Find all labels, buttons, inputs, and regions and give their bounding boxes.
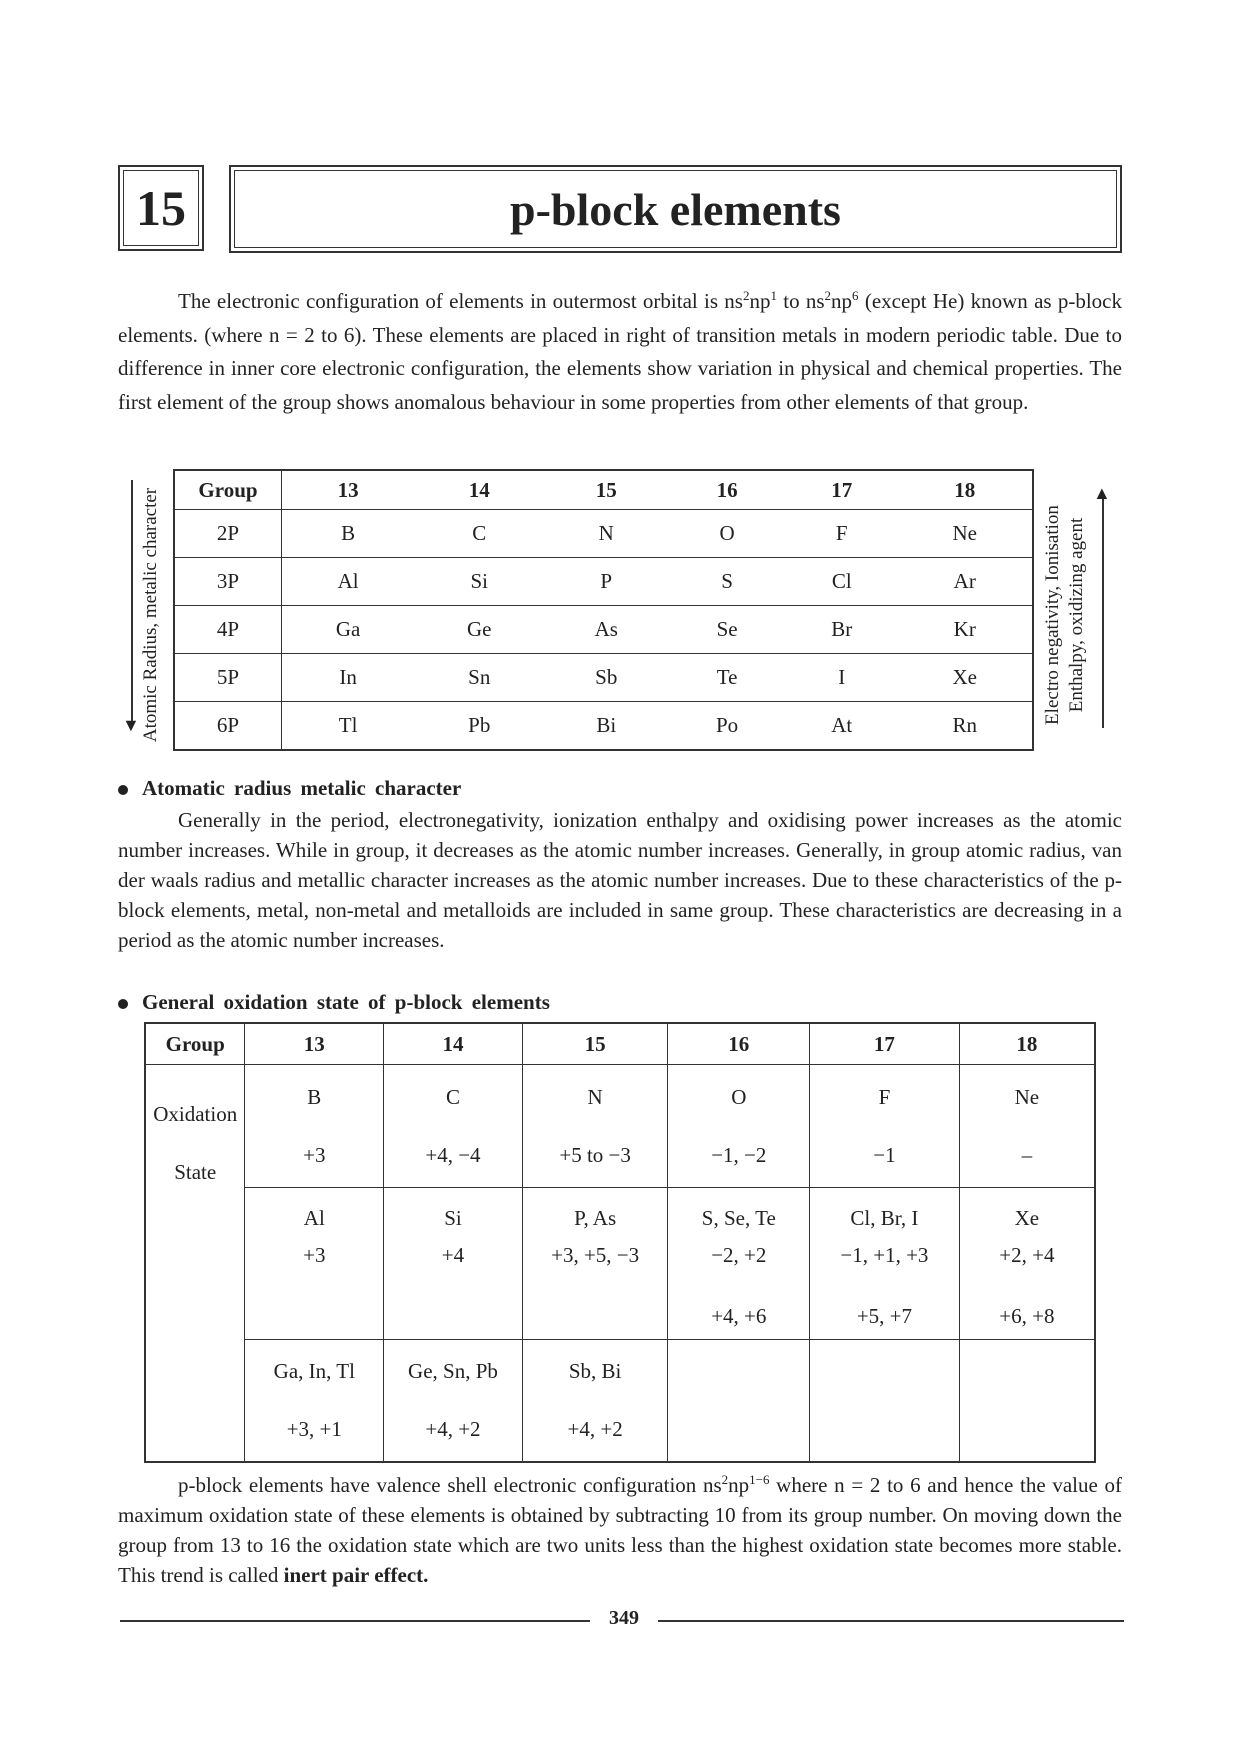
table-cell: Br: [786, 606, 897, 654]
table-cell: Sn: [414, 654, 544, 702]
table-cell: N: [544, 510, 668, 558]
table-cell: Cl, Br, I −1, +1, +3 +5, +7: [810, 1188, 960, 1340]
header-cell: 15: [522, 1023, 668, 1065]
table-cell: N +5 to −3: [522, 1065, 668, 1188]
table-cell: Si: [414, 558, 544, 606]
table-cell: Kr: [897, 606, 1033, 654]
oxidation-state-table: [144, 1022, 1096, 1463]
section-heading: General oxidation state of p-block elements: [118, 990, 550, 1015]
table-cell: O: [668, 510, 786, 558]
chapter-number: 15: [118, 165, 204, 251]
table-cell: Sb: [544, 654, 668, 702]
table-cell: B +3: [245, 1065, 384, 1188]
closing-paragraph: p-block elements have valence shell electronic configuration $ns^2np^{1-6}$ where n = 2 to 6 and hence the value of maximum oxidation state of these elements is obtained by subtracting 10 from its group number. On moving down the group from 13 to 16 the oxidation state which are two units less than the highest oxidation state becomes more stable. This trend is called inert pair effect.: [118, 1472, 1122, 1587]
table-cell: Al: [282, 558, 415, 606]
table-cell: Xe +2, +4 +6, +8: [959, 1188, 1095, 1340]
header-cell: 17: [786, 470, 897, 510]
table-cell: I: [786, 654, 897, 702]
bullet-icon: [118, 999, 128, 1009]
table-cell: In: [282, 654, 415, 702]
table-row: [174, 606, 1033, 654]
table-cell: F: [786, 510, 897, 558]
down-arrow-icon: ▼: [122, 715, 140, 735]
table-cell: Se: [668, 606, 786, 654]
table-cell: Rn: [897, 702, 1033, 751]
table-cell: [810, 1340, 960, 1462]
table-cell: 6P: [174, 702, 282, 751]
right-axis-label-1: Electro negativity, Ionisation: [1042, 505, 1063, 725]
header-cell: 17: [810, 1023, 960, 1065]
header-cell: 18: [897, 470, 1033, 510]
left-axis-label: Atomic Radius, metalic character: [140, 487, 161, 743]
table-cell: Ne –: [959, 1065, 1095, 1188]
table-cell: Po: [668, 702, 786, 751]
table-cell: Bi: [544, 702, 668, 751]
table-cell: 3P: [174, 558, 282, 606]
table-cell: At: [786, 702, 897, 751]
page-title: p-block elements: [229, 165, 1122, 253]
up-arrow-icon: ▲: [1093, 483, 1111, 503]
table-cell: B: [282, 510, 415, 558]
table-cell: 5P: [174, 654, 282, 702]
header-cell: 13: [282, 470, 415, 510]
table-cell: O −1, −2: [668, 1065, 810, 1188]
table-cell: Si +4: [384, 1188, 523, 1340]
down-arrow-line: [131, 480, 133, 724]
section-heading: Atomatic radius metalic character: [118, 776, 461, 801]
header-cell: Group: [174, 470, 282, 510]
table-cell: [959, 1340, 1095, 1462]
table-cell: Xe: [897, 654, 1033, 702]
table-cell: Pb: [414, 702, 544, 751]
table-cell: Tl: [282, 702, 415, 751]
table-cell: Ga, In, Tl +3, +1: [245, 1340, 384, 1462]
header-cell: 18: [959, 1023, 1095, 1065]
header-cell: 16: [668, 1023, 810, 1065]
table-row: [145, 1188, 1095, 1340]
table-row: [174, 654, 1033, 702]
table-cell: Al +3: [245, 1188, 384, 1340]
table-cell: 4P: [174, 606, 282, 654]
header-cell: Group: [145, 1023, 245, 1065]
up-arrow-line: [1102, 496, 1104, 728]
table-row: [174, 510, 1033, 558]
table-cell: S: [668, 558, 786, 606]
bullet-icon: [118, 785, 128, 795]
table-cell: C +4, −4: [384, 1065, 523, 1188]
table-cell: Ar: [897, 558, 1033, 606]
header-cell: 14: [414, 470, 544, 510]
table-header-row: [174, 470, 1033, 510]
footer-rule-right: [658, 1620, 1124, 1622]
intro-paragraph: The electronic configuration of elements in outermost orbital is $ns^2np^1$ to $ns^2np^6$ (except He) known as p-block elements. (where n = 2 to 6). These elements are placed in right of transition metals in modern periodic table. Due to difference in inner core electronic configuration, the elements show variation in physical and chemical properties. The first element of the group shows anomalous behaviour in some properties from other elements of that group.: [118, 288, 1122, 414]
table-cell: Ge: [414, 606, 544, 654]
footer-rule-left: [120, 1620, 590, 1622]
table-cell: F −1: [810, 1065, 960, 1188]
table-cell: Ne: [897, 510, 1033, 558]
table-row: [145, 1340, 1095, 1462]
table-cell: P: [544, 558, 668, 606]
section-paragraph: Generally in the period, electronegativity, ionization enthalpy and oxidising power increases as the atomic number increases. While in group, it decreases as the atomic number increases. Generally, in group atomic radius, van der waals radius and metallic character increases as the atomic number increases. Due to these characteristics of the p-block elements, metal, non-metal and metalloids are included in same group. These characteristics are decreasing in a period as the atomic number increases.: [118, 808, 1122, 952]
page-number: 349: [609, 1607, 639, 1629]
header-cell: 16: [668, 470, 786, 510]
table-cell: Cl: [786, 558, 897, 606]
row-label-cell: Oxidation State: [145, 1065, 245, 1462]
periodic-table: [173, 469, 1034, 751]
table-cell: C: [414, 510, 544, 558]
table-cell: Ga: [282, 606, 415, 654]
table-cell: P, As +3, +5, −3: [522, 1188, 668, 1340]
header-cell: 15: [544, 470, 668, 510]
table-row: [145, 1065, 1095, 1188]
table-cell: S, Se, Te −2, +2 +4, +6: [668, 1188, 810, 1340]
table-cell: Sb, Bi +4, +2: [522, 1340, 668, 1462]
table-cell: 2P: [174, 510, 282, 558]
right-axis-label-2: Enthalpy, oxidizing agent: [1066, 517, 1087, 713]
table-cell: As: [544, 606, 668, 654]
table-header-row: [145, 1023, 1095, 1065]
table-cell: Ge, Sn, Pb +4, +2: [384, 1340, 523, 1462]
header-cell: 13: [245, 1023, 384, 1065]
header-cell: 14: [384, 1023, 523, 1065]
table-row: [174, 702, 1033, 751]
table-cell: Te: [668, 654, 786, 702]
table-cell: [668, 1340, 810, 1462]
table-row: [174, 558, 1033, 606]
